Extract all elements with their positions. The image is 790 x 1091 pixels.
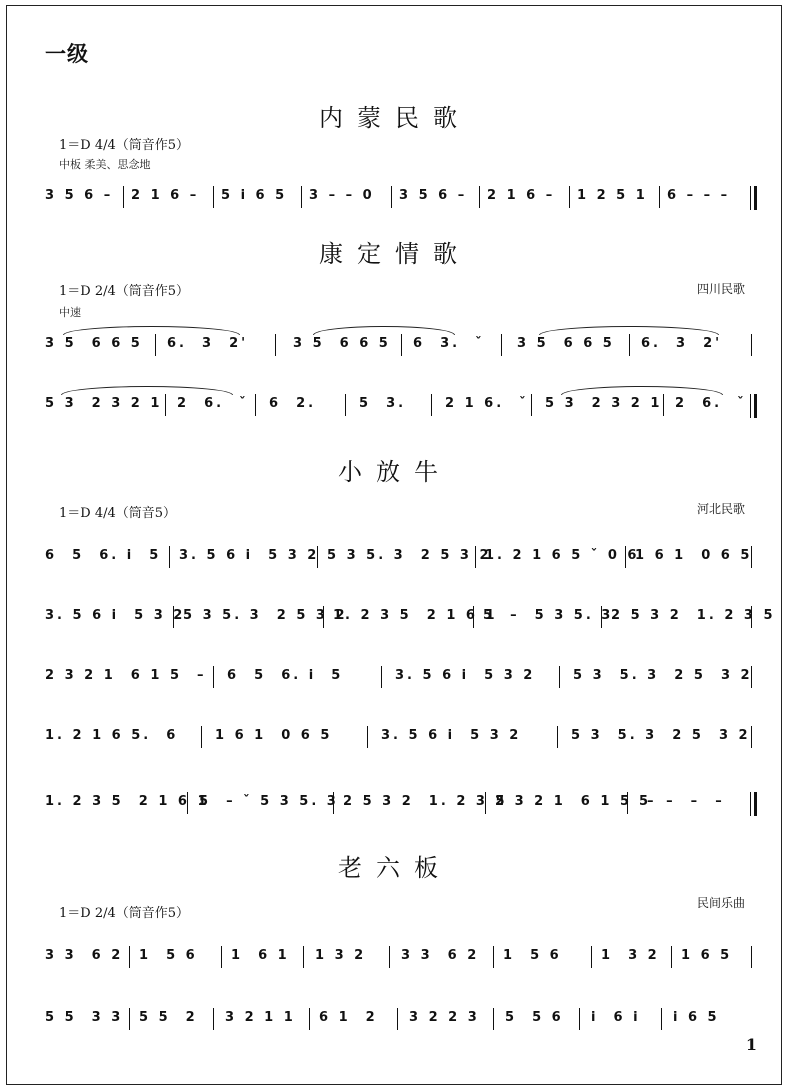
slur xyxy=(313,326,455,335)
barline xyxy=(275,334,276,356)
barline xyxy=(579,1008,580,1030)
measure: 6 2. xyxy=(269,396,317,411)
barline xyxy=(591,946,592,968)
barline xyxy=(751,726,752,748)
key-signature: 1＝D 2/4（筒音作5） xyxy=(59,906,190,921)
measure: 5 3 5. 3 2 5 3 2 xyxy=(571,728,751,743)
barline xyxy=(751,334,752,356)
barline xyxy=(625,546,626,568)
measure: 1. 2 1 6 5. 6 xyxy=(45,728,179,743)
measure: 3 – – 0 xyxy=(309,188,375,203)
measure: i 6 5 xyxy=(673,1010,720,1025)
measure: 1 6 1 xyxy=(231,948,290,963)
page-number: 1 xyxy=(745,1035,757,1054)
song-source: 民间乐曲 xyxy=(696,896,745,910)
barline xyxy=(531,394,532,416)
barline xyxy=(501,334,502,356)
measure: 6 5 6. i 5 xyxy=(227,668,344,683)
barline xyxy=(323,606,324,628)
key-signature: 1＝D 2/4（筒音作5） xyxy=(59,284,190,299)
barline xyxy=(601,606,602,628)
barline xyxy=(751,666,752,688)
measure: 6 1 2 xyxy=(319,1010,378,1025)
barline xyxy=(629,334,630,356)
barline xyxy=(309,1008,310,1030)
notation-row xyxy=(45,546,757,576)
barline xyxy=(401,334,402,356)
measure: 5 3 5. 3 2 5 3 2 xyxy=(573,668,753,683)
measure: 3. 5 6 i 5 3 2 xyxy=(45,608,186,623)
measure: 2 1 6 – xyxy=(487,188,556,203)
measure: 2 5 3 2 1. 2 3 5 xyxy=(343,794,508,809)
barline xyxy=(169,546,170,568)
barline xyxy=(155,334,156,356)
measure: 1 2 5 1 xyxy=(577,188,648,203)
measure: 6. 3 2' xyxy=(167,336,249,351)
barline xyxy=(317,546,318,568)
barline xyxy=(301,186,302,208)
barline xyxy=(391,186,392,208)
measure: 1 6 1 0 6 5 xyxy=(215,728,333,743)
final-barline xyxy=(750,792,757,816)
song-title: 内蒙民歌 xyxy=(319,104,471,132)
measure: 1. 2 3 5 2 1 6 1 xyxy=(333,608,498,623)
barline xyxy=(333,792,334,814)
measure: 3 5 6 6 5 xyxy=(45,336,143,351)
song-source: 四川民歌 xyxy=(696,282,745,296)
measure: 6. 3 2' xyxy=(641,336,723,351)
barline xyxy=(661,1008,662,1030)
measure: 1 3 2 xyxy=(315,948,367,963)
measure: 5 5 2 xyxy=(139,1010,198,1025)
barline xyxy=(627,792,628,814)
measure: 3 5 6 6 5 xyxy=(293,336,391,351)
notation-row xyxy=(45,666,757,696)
barline xyxy=(493,946,494,968)
notation-row xyxy=(45,792,757,822)
barline xyxy=(389,946,390,968)
measure: 2 1 6 – xyxy=(131,188,200,203)
barline xyxy=(129,946,130,968)
measure: 1 6 1 0 6 5 xyxy=(635,548,753,563)
measure: 5 – – – xyxy=(639,794,725,809)
final-barline xyxy=(750,186,757,210)
barline xyxy=(255,394,256,416)
notation-row xyxy=(45,726,757,756)
measure: 1 5 6 xyxy=(503,948,562,963)
measure: 5 3 2 3 2 1 xyxy=(45,396,163,411)
measure: 3 5 6 – xyxy=(399,188,468,203)
measure: 1 5 6 xyxy=(139,948,198,963)
slur xyxy=(561,386,723,395)
measure: 5 5 6 xyxy=(505,1010,564,1025)
measure: 5 – 5 3 5. 3 xyxy=(483,608,614,623)
key-signature: 1＝D 4/4（筒音作5） xyxy=(59,138,190,153)
barline xyxy=(485,792,486,814)
barline xyxy=(213,1008,214,1030)
measure: i 6 i xyxy=(591,1010,641,1025)
barline xyxy=(213,666,214,688)
measure: 5 3. xyxy=(359,396,407,411)
barline xyxy=(663,394,664,416)
song-title: 康定情歌 xyxy=(319,240,471,268)
measure: 5 3 5. 3 2 5 3 2 xyxy=(327,548,492,563)
slur xyxy=(63,326,240,335)
final-barline xyxy=(750,394,757,418)
measure: 2 3 2 1 6 1 5 – xyxy=(45,668,207,683)
measure: 1 6 5 xyxy=(681,948,733,963)
score-page xyxy=(6,5,782,1085)
notation-row xyxy=(45,334,757,364)
measure: 5 – ˇ 5 3 5. 3 xyxy=(199,794,339,809)
measure: 6 5 6. i 5 xyxy=(45,548,162,563)
barline xyxy=(381,666,382,688)
barline xyxy=(345,394,346,416)
barline xyxy=(493,1008,494,1030)
measure: 1 3 2 xyxy=(601,948,660,963)
song-source: 河北民歌 xyxy=(696,502,745,516)
notation-row xyxy=(45,186,757,216)
measure: 2 6. ˇ xyxy=(675,396,747,411)
measure: 2 3 2 1 6 1 5 – xyxy=(495,794,657,809)
barline xyxy=(367,726,368,748)
barline xyxy=(221,946,222,968)
song-title: 老六板 xyxy=(338,854,452,882)
measure: 5 3 5. 3 2 5 3 2 xyxy=(183,608,348,623)
measure: 3 5 6 6 5 xyxy=(517,336,615,351)
notation-row xyxy=(45,394,757,424)
measure: 6 – – – xyxy=(667,188,731,203)
notation-row xyxy=(45,1008,757,1038)
barline xyxy=(123,186,124,208)
notation-row xyxy=(45,946,757,976)
measure: 3 5 6 – xyxy=(45,188,114,203)
measure: 1. 2 1 6 5 ˇ 0 6 xyxy=(485,548,640,563)
barline xyxy=(559,666,560,688)
measure: 5 3 2 3 2 1 xyxy=(545,396,663,411)
barline xyxy=(303,946,304,968)
barline xyxy=(475,546,476,568)
measure: 2 6. ˇ xyxy=(177,396,249,411)
barline xyxy=(751,606,752,628)
level-heading: 一级 xyxy=(45,42,89,66)
measure: 3 3 6 2 xyxy=(45,948,124,963)
barline xyxy=(751,946,752,968)
barline xyxy=(473,606,474,628)
measure: 2 1 6. ˇ xyxy=(445,396,529,411)
measure: 5 i 6 5 xyxy=(221,188,288,203)
barline xyxy=(173,606,174,628)
barline xyxy=(213,186,214,208)
measure: 3. 5 6 i 5 3 2 xyxy=(179,548,320,563)
measure: 3 2 2 3 xyxy=(409,1010,480,1025)
tempo-marking: 中板 柔美、思念地 xyxy=(59,158,151,171)
barline xyxy=(671,946,672,968)
barline xyxy=(479,186,480,208)
notation-row xyxy=(45,606,776,636)
slur xyxy=(61,386,233,395)
measure: 1. 2 3 5 2 1 6 1 xyxy=(45,794,210,809)
measure: 5 5 3 3 xyxy=(45,1010,124,1025)
measure: 2 5 3 2 1. 2 3 5 xyxy=(611,608,776,623)
barline xyxy=(201,726,202,748)
barline xyxy=(751,546,752,568)
barline xyxy=(569,186,570,208)
measure: 6 3. ˇ xyxy=(413,336,485,351)
barline xyxy=(659,186,660,208)
measure: 3 3 6 2 xyxy=(401,948,480,963)
barline xyxy=(431,394,432,416)
barline xyxy=(165,394,166,416)
barline xyxy=(187,792,188,814)
key-signature: 1＝D 4/4（筒音5） xyxy=(59,506,177,521)
barline xyxy=(557,726,558,748)
barline xyxy=(129,1008,130,1030)
measure: 3 2 1 1 xyxy=(225,1010,296,1025)
barline xyxy=(397,1008,398,1030)
measure: 3. 5 6 i 5 3 2 xyxy=(381,728,522,743)
measure: 3. 5 6 i 5 3 2 xyxy=(395,668,536,683)
song-title: 小放牛 xyxy=(338,458,452,486)
tempo-marking: 中速 xyxy=(59,306,81,319)
